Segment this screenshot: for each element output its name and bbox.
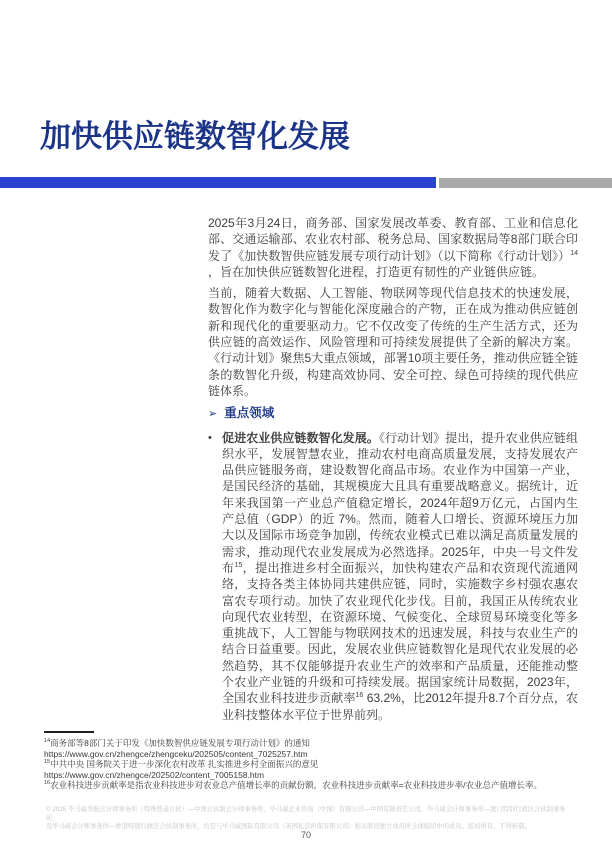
footnote-number-16: 16 — [44, 780, 51, 787]
footnote-number-14: 14 — [44, 738, 51, 745]
footnote-url-link[interactable]: https://www.gov.cn/zhengce/202502/content_7005158.htm — [44, 769, 265, 780]
body-content — [208, 215, 578, 728]
bullet-body-text-c: 63.2%，比2012年提升8.7个百分点，农业科技整体水平位于世界前列。 — [222, 691, 578, 722]
footnote-url-link[interactable]: https://www.gov.cn/zhengce/zhengceku/202505/content_7025257.htm — [44, 748, 308, 759]
disclaimer-line-1: © 2025 毕马威华振会计师事务所（特殊普通合伙）—中国合伙制会计师事务所，毕马威企业咨询（中国）有限公司—中国有限责任公司，毕马威会计师事务所—澳门特别行政区合伙制事务所， — [46, 806, 566, 822]
divider-blue-segment — [0, 177, 436, 188]
paragraph-intro — [208, 215, 578, 280]
footnote-line — [44, 759, 579, 770]
page-title: 加快供应链数智化发展 — [40, 118, 350, 154]
footnote-line — [44, 780, 579, 791]
footnote-ref-15[interactable]: 15 — [234, 561, 243, 569]
footnote-text: 农业科技进步贡献率是指农业科技进步对农业总产值增长率的贡献份额，农业科技进步贡献率=农业科技进步率/农业总产值增长率。 — [50, 780, 542, 791]
footnote-line — [44, 770, 579, 781]
title-divider-bar — [0, 177, 612, 188]
bullet-lead-text: 促进农业供应链数智化发展。 — [222, 430, 379, 445]
paragraph-intro-text-cont: ，旨在加快供应链数智化进程，打造更有韧性的产业链供应链。 — [208, 264, 545, 279]
bullet-icon: • — [208, 431, 212, 444]
footnote-line — [44, 738, 579, 749]
footnote-text: 中共中央 国务院关于进一步深化农村改革 扎实推进乡村全面振兴的意见 — [50, 759, 319, 770]
bullet-body-text-a: 《行动计划》提出，提升农业供应链组织水平，发展智慧农业，推动农村电商高质量发展，支持发展农产品供应链服务商，建设数智化商品市场。农业作为中国第一产业，是国民经济的基础，其规模庞大且具有重要战略意义。据统计，近年来我国第一产业总产值稳定增长，2024年超9万亿元，占国内生产总值（GDP）的近 7%。然而，随着人口增长、资源环境压力加大以及国际市场竞争加剧，传统农业模式已难以满足高质量发展的需求，推动现代农业发展成为必然选择。2025年，中央一号文件发布 — [222, 430, 578, 575]
section-heading-label: 重点领域 — [224, 406, 275, 421]
page-number: 70 — [300, 830, 311, 840]
disclaimer-line-2: 及毕马威会计师事务所—香港特别行政区合伙制事务所，均是与毕马威国际有限公司（英国私营担保有限公司）相关联的独立成员所全球组织中的成员。版权所有，不得转载。 — [46, 823, 531, 831]
footnotes — [44, 738, 579, 791]
footnote-ref-16[interactable]: 16 — [355, 692, 364, 700]
footnote-separator-rule — [44, 731, 94, 733]
footnote-text: 商务部等8部门关于印发《加快数智供应链发展专项行动计划》的通知 — [50, 738, 310, 748]
paragraph-intro-text: 2025年3月24日，商务部、国家发展改革委、教育部、工业和信息化部、交通运输部、农业农村部、税务总局、国家数据局等8部门联合印发了《加快数智供应链发展专项行动计划》（以下简称《行动计划》） — [208, 216, 578, 263]
paragraph-context: 当前，随着大数据、人工智能、物联网等现代信息技术的快速发展，数智化作为数字化与智能化深度融合的产物，正在成为推动供应链创新和现代化的重要驱动力。它不仅改变了传统的生产生活方式，还为供应链的高效运作、风险管理和可持续发展提供了全新的解决方案。《行动计划》聚焦5大重点领域，部署10项主要任务，推动供应链全链条的数智化升级，构建高效协同、安全可控、绿色可持续的现代供应链体系。 — [208, 286, 578, 398]
arrow-marker-icon: ➢ — [208, 408, 218, 421]
bullet-body-text-b: ，提出推进乡村全面振兴，加快构建农产品和农资现代流通网络，支持各类主体协同共建供应链，同时，实施数字乡村强农惠农富农专项行动。加快了农业现代化步伐。目前，我国正从传统农业向现代农业转型，在资源环境、气候变化、全球贸易环境变化等多重挑战下，人工智能与物联网技术的迅速发展，科技与农业生产的结合日益重要。因此，发展农业供应链数智化是现代农业发展的必然趋势，其不仅能够提升农业生产的效率和产品质量，还能推动整个农业产业链的升级和可持续发展。据国家统计局数据，2023年，全国农业科技进步贡献率 — [222, 560, 578, 706]
bullet-item-agriculture — [208, 430, 578, 723]
footnote-ref-14[interactable]: 14 — [570, 249, 578, 257]
footnote-line — [44, 749, 579, 760]
divider-gray-segment — [439, 178, 612, 188]
section-heading-key-areas — [208, 405, 578, 422]
copyright-disclaimer — [46, 806, 568, 832]
footnote-number-15: 15 — [44, 759, 51, 766]
